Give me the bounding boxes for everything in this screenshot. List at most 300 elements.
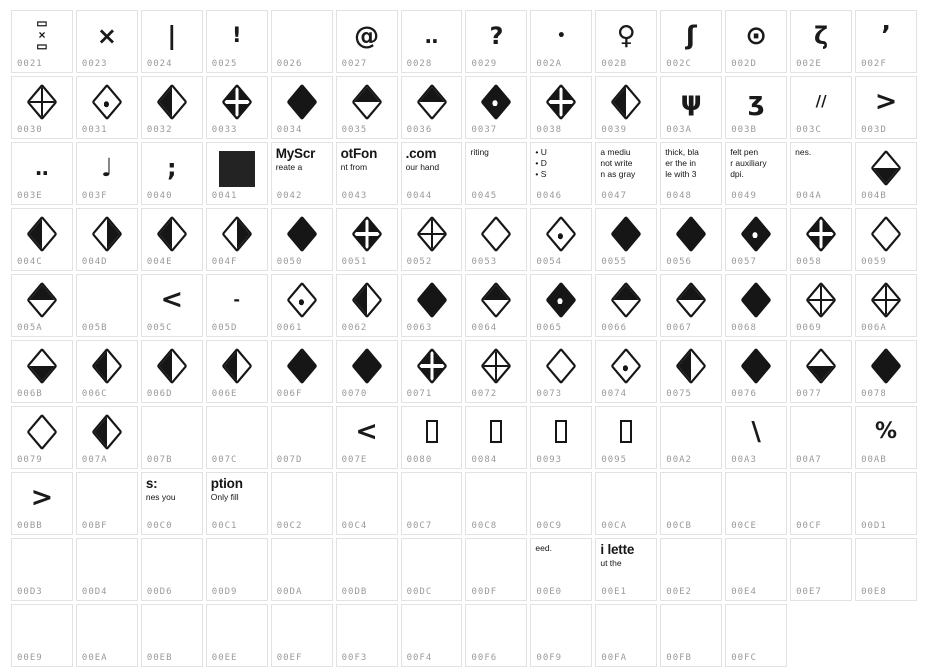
codepoint-label: 00DF: [471, 587, 498, 597]
glyph-preview: [78, 78, 136, 125]
glyph-char: //: [815, 92, 827, 110]
sample-text-small: reate a: [275, 161, 303, 172]
sample-text-large: .com: [405, 146, 437, 161]
glyph-preview: [532, 78, 590, 125]
glyph-preview: [662, 408, 720, 455]
diamond-outline-icon: [870, 216, 901, 253]
codepoint-label: 002E: [796, 59, 822, 69]
glyph-preview: [857, 342, 915, 389]
glyph-preview: [208, 144, 266, 191]
codepoint-label: 007A: [81, 455, 108, 465]
codepoint-label: 0064: [471, 323, 498, 333]
glyph-cell: [595, 10, 657, 73]
glyph-cell: [141, 274, 203, 337]
diamond-left-icon: [91, 348, 122, 385]
sample-text-small: ut the: [600, 557, 622, 568]
glyph-preview: [662, 210, 720, 257]
glyph-cell: [271, 538, 333, 601]
glyph-preview: [403, 342, 461, 389]
glyph-preview: [532, 12, 590, 59]
glyph-char: !: [231, 23, 242, 47]
codepoint-label: 0041: [211, 191, 238, 201]
glyph-cell: [595, 208, 657, 271]
glyph-cell: [76, 604, 138, 667]
glyph-preview: [208, 474, 266, 521]
diamond-solid-icon: [741, 282, 772, 319]
glyph-cell: [660, 406, 722, 469]
sample-text-small: not write: [600, 158, 633, 169]
glyph-char: ♩: [100, 153, 113, 182]
glyph-cell: [271, 208, 333, 271]
glyph-preview: [597, 540, 655, 587]
diamond-top-icon: [676, 282, 707, 319]
codepoint-label: 007C: [211, 455, 238, 465]
glyph-preview: [143, 210, 201, 257]
diamond-outline-cross-icon: [481, 348, 512, 385]
diamond-right-icon: [221, 216, 252, 253]
codepoint-label: 00FA: [601, 653, 628, 663]
codepoint-label: 0038: [536, 125, 563, 135]
codepoint-label: 0035: [341, 125, 368, 135]
diamond-left-icon: [156, 348, 187, 385]
glyph-preview: [78, 606, 136, 653]
glyph-preview: [727, 210, 785, 257]
sample-text-small: nt from: [340, 161, 368, 172]
codepoint-label: 006E: [211, 389, 238, 399]
codepoint-label: 00D6: [146, 587, 173, 597]
glyph-preview: [273, 474, 331, 521]
glyph-preview: [597, 144, 655, 191]
glyph-cell: [790, 10, 852, 73]
codepoint-label: 0093: [536, 455, 563, 465]
glyph-preview: [208, 12, 266, 59]
glyph-preview: [403, 540, 461, 587]
glyph-preview: [338, 540, 396, 587]
glyph-cell: [465, 142, 527, 205]
codepoint-label: 0075: [666, 389, 692, 399]
glyph-cell: [206, 208, 268, 271]
sample-text-small: nes.: [795, 147, 812, 157]
glyph-cell: [11, 340, 73, 403]
codepoint-label: 0029: [471, 59, 498, 69]
codepoint-label: 003C: [796, 125, 822, 135]
glyph-preview: [143, 144, 201, 191]
glyph-cell: [465, 604, 527, 667]
glyph-preview: [597, 276, 655, 323]
glyph-cell: [336, 604, 398, 667]
glyph-preview: [208, 342, 266, 389]
glyph-preview: [467, 474, 525, 521]
codepoint-label: 00C8: [471, 521, 498, 531]
codepoint-label: 0061: [276, 323, 303, 333]
glyph-char: ⊙: [745, 20, 768, 51]
codepoint-label: 00A3: [731, 455, 757, 465]
sample-text: [143, 474, 201, 503]
glyph-preview: [857, 540, 915, 587]
diamond-solid-x-icon: [546, 84, 577, 121]
glyph-cell: [11, 274, 73, 337]
glyph-char: ?: [489, 21, 504, 50]
codepoint-label: 0056: [666, 257, 692, 267]
codepoint-label: 005B: [81, 323, 108, 333]
codepoint-label: 004E: [146, 257, 173, 267]
codepoint-label: 0026: [276, 59, 303, 69]
glyph-preview: [727, 144, 785, 191]
codepoint-label: 006F: [276, 389, 303, 399]
character-map-grid: [11, 10, 917, 667]
codepoint-label: 006B: [17, 389, 43, 399]
glyph-preview: [532, 210, 590, 257]
diamond-outline-cross-icon: [26, 84, 57, 121]
glyph-preview: [727, 540, 785, 587]
glyph-cell: [530, 76, 592, 139]
codepoint-label: 0069: [796, 323, 822, 333]
diamond-outline-dot-icon: [611, 348, 642, 385]
codepoint-label: 002C: [666, 59, 692, 69]
sample-text: [792, 144, 850, 158]
sample-text-small: felt pen: [730, 147, 759, 157]
glyph-cell: [206, 142, 268, 205]
codepoint-label: 0052: [406, 257, 433, 267]
sample-text-small: Only fill: [210, 491, 239, 502]
codepoint-label: 0078: [861, 389, 887, 399]
notdef-box-icon: [620, 420, 632, 443]
glyph-preview: [13, 342, 71, 389]
glyph-cell: [206, 604, 268, 667]
codepoint-label: 00CE: [731, 521, 757, 531]
diamond-outline-dot-icon: [546, 216, 577, 253]
codepoint-label: 0039: [601, 125, 628, 135]
glyph-cell: [206, 340, 268, 403]
stack-line: ▭: [36, 16, 48, 31]
diamond-solid-dot-icon: [546, 282, 577, 319]
codepoint-label: 0055: [601, 257, 628, 267]
glyph-cell: [855, 472, 917, 535]
glyph-preview: [403, 606, 461, 653]
glyph-cell: [401, 406, 463, 469]
sample-text: [208, 474, 266, 503]
glyph-preview: [338, 606, 396, 653]
glyph-preview: [403, 78, 461, 125]
glyph-char: >: [30, 482, 54, 513]
notdef-box-icon: [426, 420, 438, 443]
codepoint-label: 00DA: [276, 587, 303, 597]
codepoint-label: 00EA: [81, 653, 108, 663]
glyph-cell: [530, 142, 592, 205]
glyph-preview: [597, 78, 655, 125]
glyph-cell: [595, 274, 657, 337]
codepoint-label: 0021: [17, 59, 43, 69]
glyph-preview: [662, 606, 720, 653]
stack-line: ×: [38, 27, 46, 42]
glyph-cell: [725, 340, 787, 403]
glyph-preview: [13, 540, 71, 587]
codepoint-label: 00AB: [861, 455, 887, 465]
codepoint-label: 00F6: [471, 653, 498, 663]
glyph-cell: [401, 142, 463, 205]
diamond-top-icon: [351, 84, 382, 121]
glyph-cell: [11, 76, 73, 139]
glyph-cell: [660, 10, 722, 73]
glyph-preview: [792, 78, 850, 125]
glyph-preview: [273, 78, 331, 125]
sample-text: [403, 144, 461, 173]
sample-text-small: r auxiliary: [730, 158, 767, 169]
diamond-bottom-icon: [870, 150, 901, 187]
codepoint-label: 0057: [731, 257, 757, 267]
glyph-preview: [532, 342, 590, 389]
glyph-cell: [11, 406, 73, 469]
codepoint-label: 005D: [211, 323, 238, 333]
codepoint-label: 0051: [341, 257, 368, 267]
glyph-cell: [855, 274, 917, 337]
glyph-cell: [530, 604, 592, 667]
stack-line: ▭: [36, 39, 48, 54]
glyph-preview: [403, 474, 461, 521]
glyph-preview: [143, 474, 201, 521]
glyph-preview: [727, 606, 785, 653]
glyph-preview: [532, 144, 590, 191]
codepoint-label: 0068: [731, 323, 757, 333]
glyph-preview: [338, 210, 396, 257]
codepoint-label: 006D: [146, 389, 173, 399]
glyph-preview: [857, 474, 915, 521]
diamond-bottom-icon: [26, 348, 57, 385]
glyph-preview: [273, 12, 331, 59]
diamond-solid-icon: [611, 216, 642, 253]
diamond-left-icon: [156, 216, 187, 253]
codepoint-label: 00E4: [731, 587, 757, 597]
codepoint-label: 0050: [276, 257, 303, 267]
codepoint-label: 005C: [146, 323, 173, 333]
glyph-preview: [13, 12, 71, 59]
diamond-solid-icon: [676, 216, 707, 253]
glyph-cell: [336, 142, 398, 205]
codepoint-label: 006A: [861, 323, 887, 333]
diamond-solid-icon: [286, 216, 317, 253]
glyph-cell: [206, 538, 268, 601]
glyph-cell: [76, 208, 138, 271]
sample-text: [597, 540, 655, 569]
glyph-preview: [467, 276, 525, 323]
glyph-cell: [206, 274, 268, 337]
codepoint-label: 0095: [601, 455, 628, 465]
glyph-preview: [208, 408, 266, 455]
glyph-cell: [141, 340, 203, 403]
codepoint-label: 00BB: [17, 521, 43, 531]
glyph-preview: [78, 540, 136, 587]
glyph-preview: [792, 276, 850, 323]
glyph-preview: [143, 540, 201, 587]
diamond-outline-cross-icon: [870, 282, 901, 319]
sample-text-small: er the in: [665, 158, 696, 169]
glyph-preview: [143, 606, 201, 653]
codepoint-label: 0058: [796, 257, 822, 267]
glyph-cell: [336, 406, 398, 469]
glyph-preview: [792, 210, 850, 257]
codepoint-label: 00BF: [81, 521, 108, 531]
glyph-char: ’: [881, 20, 891, 51]
glyph-cell: [141, 604, 203, 667]
glyph-preview: [727, 474, 785, 521]
codepoint-label: 003F: [81, 191, 108, 201]
codepoint-label: 0042: [276, 191, 303, 201]
glyph-preview: [727, 276, 785, 323]
glyph-cell: [725, 142, 787, 205]
glyph-preview: [403, 12, 461, 59]
diamond-left-icon: [156, 84, 187, 121]
glyph-preview: [338, 276, 396, 323]
glyph-cell: [401, 76, 463, 139]
codepoint-label: 004B: [861, 191, 887, 201]
codepoint-label: 004A: [796, 191, 822, 201]
glyph-cell: [76, 76, 138, 139]
codepoint-label: 00DB: [341, 587, 368, 597]
glyph-preview: [792, 144, 850, 191]
glyph-preview: [532, 408, 590, 455]
codepoint-label: 00EF: [276, 653, 303, 663]
glyph-preview: [662, 540, 720, 587]
codepoint-label: 0066: [601, 323, 628, 333]
sample-text-large: MyScr: [275, 146, 316, 161]
codepoint-label: 00D3: [17, 587, 43, 597]
glyph-cell: [141, 142, 203, 205]
codepoint-label: 0054: [536, 257, 563, 267]
glyph-preview: [273, 606, 331, 653]
glyph-preview: [532, 276, 590, 323]
glyph-preview: [143, 78, 201, 125]
codepoint-label: 0027: [341, 59, 368, 69]
codepoint-label: 0077: [796, 389, 822, 399]
glyph-cell: [141, 406, 203, 469]
notdef-box-icon: [490, 420, 502, 443]
glyph-preview: [662, 474, 720, 521]
codepoint-label: 00EE: [211, 653, 238, 663]
glyph-cell: [855, 406, 917, 469]
glyph-preview: [662, 342, 720, 389]
codepoint-label: 00C9: [536, 521, 563, 531]
glyph-preview: [857, 144, 915, 191]
glyph-cell: [141, 538, 203, 601]
glyph-cell: [271, 10, 333, 73]
glyph-cell: [790, 340, 852, 403]
codepoint-label: 0076: [731, 389, 757, 399]
diamond-solid-icon: [351, 348, 382, 385]
codepoint-label: 00D1: [861, 521, 887, 531]
glyph-cell: [855, 208, 917, 271]
glyph-preview: [78, 144, 136, 191]
codepoint-label: 0028: [406, 59, 433, 69]
glyph-cell: [595, 142, 657, 205]
codepoint-label: 0049: [731, 191, 757, 201]
glyph-preview: [597, 474, 655, 521]
codepoint-label: 0025: [211, 59, 238, 69]
sample-text-large: ption: [210, 476, 243, 491]
glyph-cell: [725, 406, 787, 469]
codepoint-label: 00A2: [666, 455, 692, 465]
sample-text: [532, 144, 590, 180]
glyph-preview: [727, 408, 785, 455]
glyph-cell: [336, 76, 398, 139]
glyph-preview: [532, 606, 590, 653]
codepoint-label: 0065: [536, 323, 563, 333]
glyph-cell: [660, 274, 722, 337]
glyph-preview: [13, 606, 71, 653]
codepoint-label: 002F: [861, 59, 887, 69]
codepoint-label: 003E: [17, 191, 43, 201]
glyph-char: -: [233, 289, 241, 309]
glyph-preview: [467, 540, 525, 587]
sample-text-large: i lette: [600, 542, 635, 557]
glyph-cell: [790, 76, 852, 139]
glyph-cell: [465, 472, 527, 535]
glyph-char: ‥: [35, 155, 49, 180]
diamond-outline-cross-icon: [416, 216, 447, 253]
glyph-preview: [78, 474, 136, 521]
codepoint-label: 0067: [666, 323, 692, 333]
glyph-cell: [76, 472, 138, 535]
glyph-preview: [857, 78, 915, 125]
diamond-right-icon: [91, 216, 122, 253]
glyph-char: ʃ: [685, 20, 697, 51]
glyph-preview: [143, 342, 201, 389]
sample-text: [273, 144, 331, 173]
glyph-preview: [208, 540, 266, 587]
glyph-cell: [11, 604, 73, 667]
glyph-preview: [13, 78, 71, 125]
sample-text: [662, 144, 720, 180]
glyph-cell: [401, 340, 463, 403]
glyph-preview: [467, 144, 525, 191]
glyph-cell: [725, 208, 787, 271]
glyph-cell: [401, 208, 463, 271]
glyph-cell: [790, 208, 852, 271]
glyph-cell: [595, 76, 657, 139]
codepoint-label: 0080: [406, 455, 433, 465]
glyph-cell: [141, 10, 203, 73]
glyph-cell: [725, 10, 787, 73]
glyph-cell: [465, 208, 527, 271]
glyph-preview: [662, 144, 720, 191]
glyph-preview: [597, 12, 655, 59]
diamond-solid-icon: [286, 348, 317, 385]
glyph-cell: [660, 208, 722, 271]
codepoint-label: 0048: [666, 191, 692, 201]
glyph-preview: [792, 342, 850, 389]
glyph-cell: [271, 76, 333, 139]
glyph-preview: [467, 78, 525, 125]
glyph-char: ʒ: [747, 86, 765, 117]
glyph-preview: [403, 144, 461, 191]
glyph-preview: [273, 540, 331, 587]
codepoint-label: 0071: [406, 389, 433, 399]
codepoint-label: 0036: [406, 125, 433, 135]
glyph-cell: [790, 472, 852, 535]
sample-text-small: our hand: [405, 161, 440, 172]
glyph-cell: [336, 274, 398, 337]
diamond-solid-x-icon: [351, 216, 382, 253]
glyph-char: •: [556, 27, 566, 44]
codepoint-label: 00FB: [666, 653, 692, 663]
sample-text-small: le with 3: [665, 169, 697, 180]
glyph-preview: [13, 474, 71, 521]
glyph-preview: [13, 144, 71, 191]
glyph-preview: [597, 408, 655, 455]
codepoint-label: 00CA: [601, 521, 628, 531]
sample-text: [597, 144, 655, 180]
glyph-preview: [273, 408, 331, 455]
glyph-cell: [725, 604, 787, 667]
